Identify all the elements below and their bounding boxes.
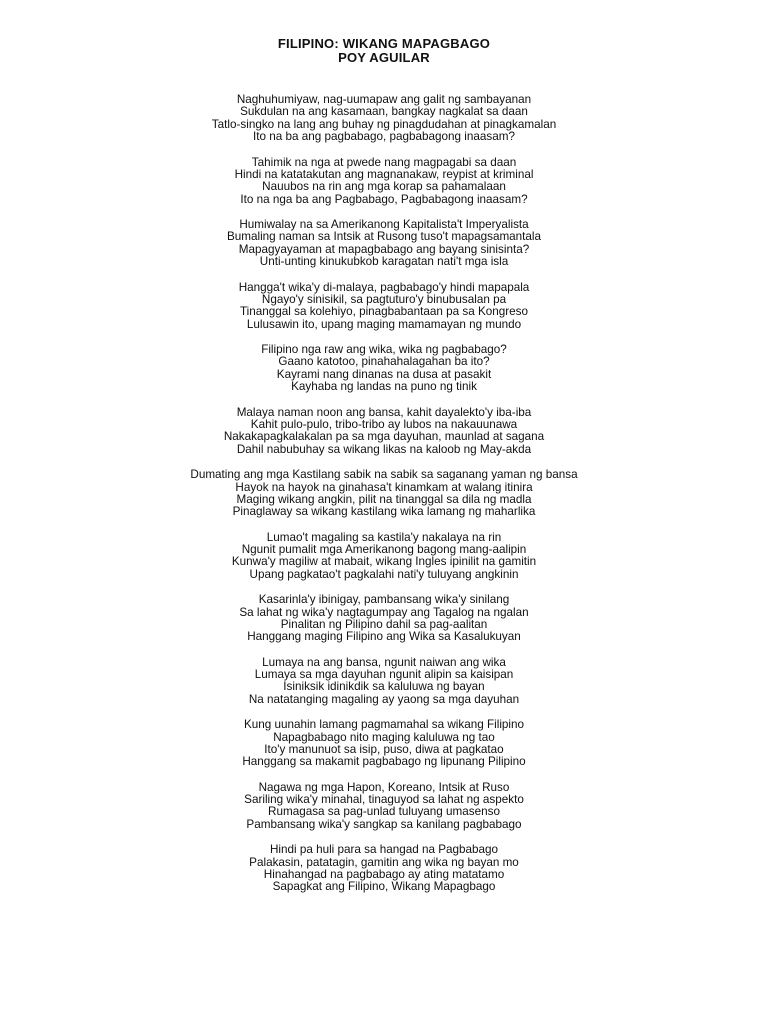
poem-line: Hinahangad na pagbabago ay ating matatamo [263, 868, 505, 881]
poem-body [0, 94, 768, 894]
poem-line: Kayhaba ng landas na puno ng tinik [291, 380, 477, 394]
poem-line: Malaya naman noon ang bansa, kahit dayalekto'y iba-iba [236, 405, 532, 419]
poem-line: Nakakapagkalakalan pa sa mga dayuhan, maunlad at sagana [223, 430, 545, 444]
stanza [0, 719, 768, 769]
poem-line: Rumagasa sa pag-unlad tuluyang umasenso [268, 805, 500, 819]
poem-line: Kung uunahin lamang pagmamahal sa wikang Filipino [243, 718, 525, 732]
poem-line: Tatlo-singko na lang ang buhay ng pinagdudahan at pinagkamalan [211, 117, 557, 131]
poem-line: Nauubos na rin ang mga korap sa pahamalaan [262, 180, 506, 194]
poem-line: Pinaglaway sa wikang kastilang wika lamang ng maharlika [232, 505, 536, 519]
stanza [0, 657, 768, 707]
poem-line: Ito'y manunuot sa isip, puso, diwa at pagkatao [264, 742, 504, 756]
poem-line: Sa lahat ng wika'y nagtagumpay ang Tagalog na ngalan [239, 605, 529, 619]
poem-line: Humiwalay na sa Amerikanong Kapitalista't Imperyalista [239, 218, 529, 232]
poem-line: Bumaling naman sa Intsik at Rusong tuso't mapagsamantala [226, 230, 542, 244]
stanza [0, 782, 768, 832]
poem-line: Nagawa ng mga Hapon, Koreano, Intsik at Ruso [258, 780, 510, 794]
poem-line: Ngayo'y sinisikil, sa pagtuturo'y binubusalan pa [261, 292, 507, 306]
poem-line: Napagbabago nito maging kaluluwa ng tao [273, 730, 495, 744]
stanza [0, 282, 768, 332]
poem-line: Sapagkat ang Filipino, Wikang Mapagbago [272, 880, 496, 894]
stanza [0, 469, 768, 519]
poem-line: Hindi na katatakutan ang magnanakaw, reypist at kriminal [234, 167, 534, 181]
poem-line: Sukdulan na ang kasamaan, bangkay nagkalat sa daan [240, 105, 528, 119]
poem-line: Ngunit pumalit mga Amerikanong bagong mang-aalipin [241, 543, 527, 557]
poem-title: FILIPINO: WIKANG MAPAGBAGO [277, 36, 491, 51]
stanza [0, 344, 768, 394]
poem-line: Tinanggal sa kolehiyo, pinagbabantaan pa sa Kongreso [239, 305, 529, 319]
poem-line: Sariling wika'y minahal, tinaguyod sa lahat ng aspekto [244, 793, 524, 807]
poem-line: Lumaya sa mga dayuhan ngunit alipin sa kaisipan [254, 668, 514, 682]
poem-line: Naghuhumiyaw, nag-uumapaw ang galit ng sambayanan [236, 93, 532, 106]
poem-line: Lulusawin ito, upang maging mamamayan ng mundo [246, 317, 522, 331]
poem-line: Pambansang wika'y sangkap sa kanilang pagbabago [246, 817, 522, 831]
poem-line: Kasarinla'y ibinigay, pambansang wika'y sinilang [258, 593, 510, 607]
poem-line: Upang pagkatao't pagkalahi nati'y tuluyang angkinin [249, 567, 519, 581]
poem-line: Maging wikang angkin, pilit na tinanggal sa dila ng madla [236, 492, 532, 506]
stanza [0, 94, 768, 144]
poem-line: Dumating ang mga Kastilang sabik na sabik sa saganang yaman ng bansa [190, 468, 578, 482]
poem-line: Pinalitan ng Pilipino dahil sa pag-aalitan [280, 617, 488, 631]
poem-line: Hanggang maging Filipino ang Wika sa Kasalukuyan [247, 630, 521, 644]
poem-line: Palakasin, patatagin, gamitin ang wika ng bayan mo [249, 855, 519, 869]
title-block [0, 37, 768, 65]
poem-line: Hangga't wika'y di-malaya, pagbabago'y hindi mapapala [238, 280, 530, 294]
poem-line: Filipino nga raw ang wika, wika ng pagbabago? [261, 343, 507, 357]
poem-line: Lumaya na ang bansa, ngunit naiwan ang wika [262, 655, 506, 669]
poem-line: Hayok na hayok na ginahasa't kinamkam at walang itinira [235, 480, 533, 494]
poem-line: Hanggang sa makamit pagbabago ng lipunang Pilipino [242, 755, 526, 769]
poem-line: Kayrami nang dinanas na dusa at pasakit [276, 367, 492, 381]
poem-line: Ito na nga ba ang Pagbabago, Pagbabagong inaasam? [240, 192, 528, 206]
poem-line: Kahit pulo-pulo, tribo-tribo ay lubos na nakauunawa [250, 417, 518, 431]
stanza [0, 594, 768, 644]
poem-line: Gaano katotoo, pinahahalagahan ba ito? [278, 355, 490, 369]
stanza [0, 844, 768, 894]
poem-line: Isiniksik idinikdik sa kaluluwa ng bayan [283, 680, 485, 694]
poem-line: Tahimik na nga at pwede nang magpagabi sa daan [251, 155, 517, 169]
poem-line: Unti-unting kinukubkob karagatan nati't mga isla [259, 255, 509, 269]
poem-line: Lumao't magaling sa kastila'y nakalaya na rin [266, 530, 502, 544]
poem-line: Mapagyayaman at mapagbabago ang bayang sinisinta? [238, 242, 530, 256]
poem-line: Kunwa'y magiliw at mabait, wikang Ingles ipinilit na gamitin [231, 555, 537, 569]
poem-line: Hindi pa huli para sa hangad na Pagbabago [269, 843, 499, 857]
stanza [0, 219, 768, 269]
poem-line: Dahil nabubuhay sa wikang likas na kaloob ng May-akda [236, 442, 532, 456]
poem-author: POY AGUILAR [338, 50, 430, 65]
stanza [0, 532, 768, 582]
poem-line: Ito na ba ang pagbabago, pagbabagong inaasam? [253, 130, 515, 144]
stanza [0, 157, 768, 207]
poem-line: Na natatanging magaling ay yaong sa mga dayuhan [248, 692, 520, 706]
stanza [0, 407, 768, 457]
